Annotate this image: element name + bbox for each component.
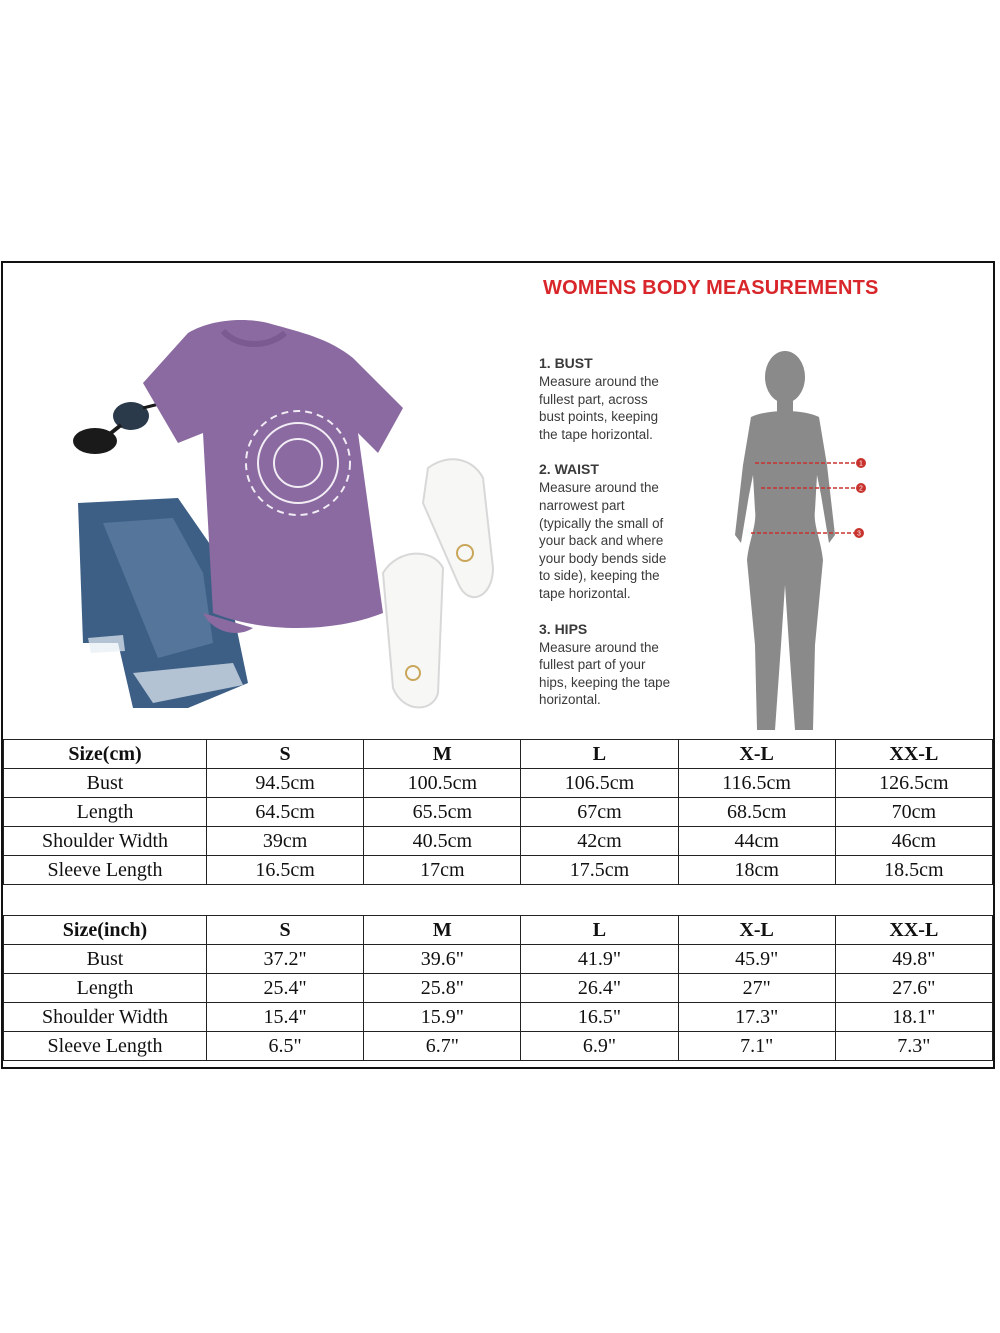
table-cell: 65.5cm xyxy=(364,798,521,827)
table-cell: 42cm xyxy=(521,827,678,856)
table-header-cell: M xyxy=(364,916,521,945)
table-cell: 6.7" xyxy=(364,1032,521,1061)
table-cell: 68.5cm xyxy=(678,798,835,827)
body-silhouette xyxy=(723,345,883,735)
size-chart-frame xyxy=(1,261,995,1069)
table-cell: 27.6" xyxy=(835,974,992,1003)
step-line: your body bends side xyxy=(539,550,667,566)
table-cell: 37.2" xyxy=(207,945,364,974)
step-title: 3. HIPS xyxy=(539,620,588,637)
product-hero xyxy=(3,263,993,739)
table-cell: 25.8" xyxy=(364,974,521,1003)
step-bust xyxy=(539,355,709,443)
table-cell: 106.5cm xyxy=(521,769,678,798)
product-photo xyxy=(63,313,503,713)
cm-header-row xyxy=(4,740,993,769)
table-cell: 7.1" xyxy=(678,1032,835,1061)
table-header-cell: S xyxy=(207,740,364,769)
table-row xyxy=(4,1032,993,1061)
step-line: horizontal. xyxy=(539,692,601,708)
table-header-cell: Size(inch) xyxy=(4,916,207,945)
table-cell: 39cm xyxy=(207,827,364,856)
table-cell: 18cm xyxy=(678,856,835,885)
table-cell: 18.1" xyxy=(835,1003,992,1032)
measurements-heading: WOMENS BODY MEASUREMENTS xyxy=(543,277,879,299)
step-line: (typically the small of xyxy=(539,515,664,531)
step-line: fullest part of your xyxy=(539,657,646,673)
table-cell: 27" xyxy=(678,974,835,1003)
measurement-marker-icons xyxy=(854,458,866,538)
table-cell: 16.5cm xyxy=(207,856,364,885)
step-title: 1. BUST xyxy=(539,355,593,371)
step-line: Measure around the xyxy=(539,374,659,389)
table-cell: 40.5cm xyxy=(364,827,521,856)
table-row xyxy=(4,856,993,885)
table-cell: 39.6" xyxy=(364,945,521,974)
table-cell: 17.5cm xyxy=(521,856,678,885)
step-hips xyxy=(539,621,709,709)
table-cell: 126.5cm xyxy=(835,769,992,798)
step-line: fullest part, across xyxy=(539,391,648,407)
table-cell: 6.5" xyxy=(207,1032,364,1061)
step-title: 2. WAIST xyxy=(539,461,599,478)
table-header-cell: L xyxy=(521,740,678,769)
table-cell: 18.5cm xyxy=(835,856,992,885)
table-cell: 15.4" xyxy=(207,1003,364,1032)
table-cell: Sleeve Length xyxy=(4,856,207,885)
table-cell: 45.9" xyxy=(678,945,835,974)
table-row xyxy=(4,1003,993,1032)
table-cell: 49.8" xyxy=(835,945,992,974)
table-cell: 67cm xyxy=(521,798,678,827)
table-cell: 17.3" xyxy=(678,1003,835,1032)
size-tables xyxy=(3,739,993,1061)
table-cell: 116.5cm xyxy=(678,769,835,798)
table-header-cell: X-L xyxy=(678,740,835,769)
table-cell: 70cm xyxy=(835,798,992,827)
table-cell: 41.9" xyxy=(521,945,678,974)
table-cell: 15.9" xyxy=(364,1003,521,1032)
table-cell: 17cm xyxy=(364,856,521,885)
table-cell: Bust xyxy=(4,945,207,974)
table-cell: Sleeve Length xyxy=(4,1032,207,1061)
table-cell: 44cm xyxy=(678,827,835,856)
step-waist xyxy=(539,461,709,602)
table-header-cell: L xyxy=(521,916,678,945)
measurement-steps xyxy=(539,355,709,727)
step-line: hips, keeping the tape xyxy=(539,674,671,690)
table-cell: Shoulder Width xyxy=(4,827,207,856)
table-row xyxy=(4,798,993,827)
table-cell: 6.9" xyxy=(521,1032,678,1061)
table-header-cell: XX-L xyxy=(835,916,992,945)
marker-label: 3 xyxy=(857,530,861,538)
table-header-cell: S xyxy=(207,916,364,945)
table-header-cell: X-L xyxy=(678,916,835,945)
table-header-cell: M xyxy=(364,740,521,769)
table-row xyxy=(4,945,993,974)
table-cell: 7.3" xyxy=(835,1032,992,1061)
size-table xyxy=(3,739,993,1061)
step-line: Measure around the xyxy=(539,480,659,496)
step-line: Measure around the xyxy=(539,639,659,655)
step-line: narrowest part xyxy=(539,497,625,513)
marker-label: 1 xyxy=(859,460,863,468)
table-header-cell: Size(cm) xyxy=(4,740,207,769)
step-line: to side), keeping the xyxy=(539,568,660,584)
table-row xyxy=(4,974,993,1003)
table-cell: Length xyxy=(4,798,207,827)
table-cell: 25.4" xyxy=(207,974,364,1003)
table-cell: Shoulder Width xyxy=(4,1003,207,1032)
table-cell: 100.5cm xyxy=(364,769,521,798)
table-spacer-row xyxy=(4,885,993,916)
table-cell: Length xyxy=(4,974,207,1003)
sneakers-image xyxy=(383,459,493,707)
table-cell: 16.5" xyxy=(521,1003,678,1032)
table-header-cell: XX-L xyxy=(835,740,992,769)
sunglasses-image xyxy=(73,402,163,454)
inch-header-row xyxy=(4,916,993,945)
step-line: your back and where xyxy=(539,533,664,549)
step-line: tape horizontal. xyxy=(539,585,631,601)
step-line: the tape horizontal. xyxy=(539,426,653,442)
table-cell: Bust xyxy=(4,769,207,798)
table-row xyxy=(4,827,993,856)
step-line: bust points, keeping xyxy=(539,409,659,425)
table-cell: 46cm xyxy=(835,827,992,856)
table-cell: 26.4" xyxy=(521,974,678,1003)
table-row xyxy=(4,769,993,798)
marker-label: 2 xyxy=(859,485,863,493)
table-cell: 94.5cm xyxy=(207,769,364,798)
table-cell: 64.5cm xyxy=(207,798,364,827)
